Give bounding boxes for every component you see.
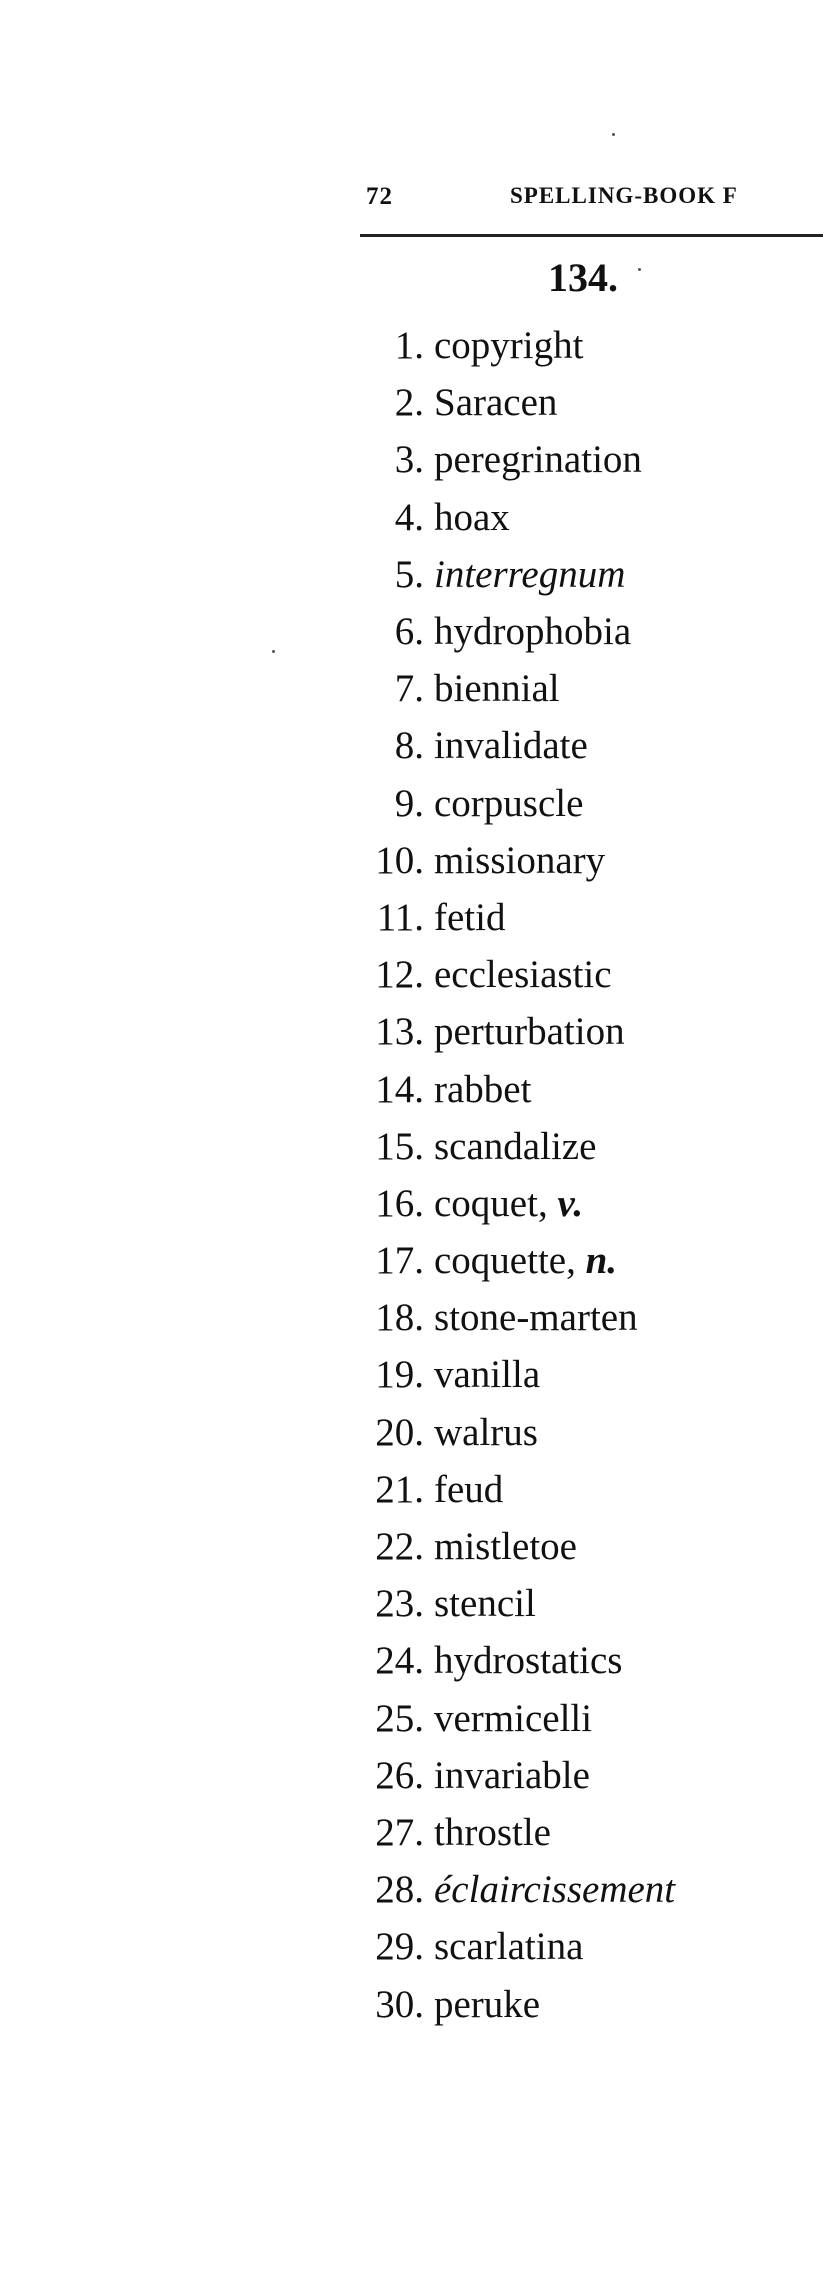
word-number: 20.	[375, 1410, 424, 1454]
word-number: 12.	[375, 953, 424, 997]
word-list-item	[340, 603, 823, 660]
word-list-item	[340, 1060, 823, 1117]
word-number: 17.	[375, 1239, 424, 1283]
word-number: 11.	[376, 895, 424, 939]
word-text: vanilla	[434, 1353, 541, 1397]
word-list-item	[340, 1404, 823, 1461]
word-list-item	[340, 317, 823, 374]
word-list-item	[340, 775, 823, 832]
word-text: missionary	[434, 838, 606, 882]
word-number: 27.	[375, 1810, 424, 1854]
word-text: hydrostatics	[434, 1639, 623, 1683]
word-number: 15.	[375, 1124, 424, 1168]
running-title: SPELLING-BOOK F	[510, 183, 738, 208]
word-number: 29.	[375, 1925, 424, 1969]
word-number: 10.	[375, 838, 424, 882]
header-rule	[360, 234, 823, 237]
word-text: mistletoe	[434, 1525, 577, 1569]
word-text: rabbet	[434, 1067, 532, 1111]
word-text: vermicelli	[434, 1696, 593, 1740]
word-number: 30.	[375, 1982, 424, 2026]
word-number: 24.	[375, 1639, 424, 1683]
page-number: 72	[366, 183, 393, 210]
word-list-item	[340, 1975, 823, 2032]
word-list-item	[340, 1346, 823, 1403]
word-list-item	[340, 832, 823, 889]
part-of-speech: v.	[557, 1181, 584, 1225]
word-text: coquet,	[434, 1181, 548, 1225]
word-text: throstle	[434, 1810, 551, 1854]
word-list-item	[340, 1289, 823, 1346]
word-list-item	[340, 1632, 823, 1689]
word-number: 9.	[394, 781, 424, 825]
word-number: 26.	[375, 1753, 424, 1797]
word-text: interregnum	[434, 552, 626, 596]
word-list-item	[340, 1690, 823, 1747]
word-number: 8.	[394, 724, 424, 768]
word-text: corpuscle	[434, 781, 584, 825]
word-number: 13.	[375, 1010, 424, 1054]
spelling-word-list	[340, 317, 823, 2033]
word-number: 4.	[394, 495, 424, 539]
word-list-item	[340, 374, 823, 431]
lesson-number: 134.	[548, 255, 618, 300]
word-number: 23.	[375, 1582, 424, 1626]
word-number: 5.	[394, 552, 424, 596]
word-text: stencil	[434, 1582, 536, 1626]
word-list-item	[340, 1003, 823, 1060]
word-number: 18.	[375, 1296, 424, 1340]
word-number: 22.	[375, 1525, 424, 1569]
word-list-item	[340, 489, 823, 546]
ink-speck	[612, 133, 615, 136]
word-text: copyright	[434, 324, 584, 368]
word-list-item	[340, 1232, 823, 1289]
word-text: peruke	[434, 1982, 541, 2026]
word-list-item	[340, 1804, 823, 1861]
word-number: 28.	[375, 1868, 424, 1912]
word-list-item	[340, 946, 823, 1003]
word-number: 7.	[394, 667, 424, 711]
word-list-item	[340, 1918, 823, 1975]
word-list-item	[340, 546, 823, 603]
word-number: 19.	[375, 1353, 424, 1397]
word-list-item	[340, 1575, 823, 1632]
word-list-item	[340, 889, 823, 946]
word-text: invariable	[434, 1753, 590, 1797]
word-text: walrus	[434, 1410, 538, 1454]
word-list-item	[340, 660, 823, 717]
word-list-item	[340, 1175, 823, 1232]
word-text: éclaircissement	[434, 1868, 676, 1912]
word-text: invalidate	[434, 724, 588, 768]
word-text: fetid	[434, 895, 506, 939]
word-list-item	[340, 431, 823, 488]
word-text: peregrination	[434, 438, 642, 482]
part-of-speech: n.	[585, 1239, 618, 1283]
word-text: feud	[434, 1467, 504, 1511]
word-list-item	[340, 1518, 823, 1575]
word-list-item	[340, 1861, 823, 1918]
ink-speck	[638, 268, 641, 271]
word-number: 14.	[375, 1067, 424, 1111]
word-list-item	[340, 717, 823, 774]
word-number: 16.	[375, 1181, 424, 1225]
ink-speck	[272, 650, 275, 653]
word-text: perturbation	[434, 1010, 625, 1054]
word-list-item	[340, 1747, 823, 1804]
running-head	[360, 183, 823, 213]
word-text: scarlatina	[434, 1925, 584, 1969]
word-text: biennial	[434, 667, 560, 711]
word-text: coquette,	[434, 1239, 576, 1283]
word-number: 3.	[394, 438, 424, 482]
word-number: 1.	[394, 324, 424, 368]
word-text: stone-marten	[434, 1296, 638, 1340]
word-text: ecclesiastic	[434, 953, 612, 997]
word-text: hydrophobia	[434, 610, 632, 654]
word-number: 6.	[394, 610, 424, 654]
word-number: 2.	[394, 381, 424, 425]
word-list-item	[340, 1461, 823, 1518]
word-number: 25.	[375, 1696, 424, 1740]
word-text: hoax	[434, 495, 510, 539]
word-text: Saracen	[434, 381, 558, 425]
word-number: 21.	[375, 1467, 424, 1511]
word-text: scandalize	[434, 1124, 597, 1168]
word-list-item	[340, 1118, 823, 1175]
